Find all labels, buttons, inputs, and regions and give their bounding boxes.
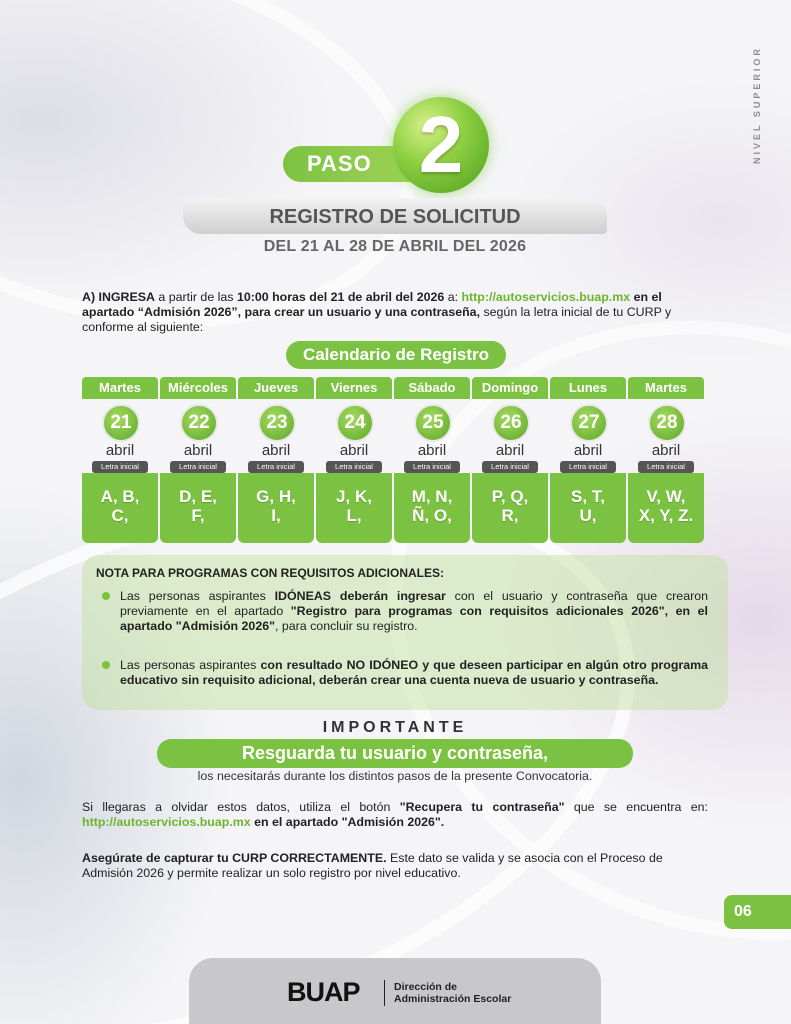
day-number: 27 (570, 404, 608, 442)
calendar-day (82, 377, 158, 543)
paso-number-badge: 2 (393, 97, 489, 193)
footer-divider (384, 980, 385, 1006)
day-number: 24 (336, 404, 374, 442)
calendar-day (550, 377, 626, 543)
day-month: abril (183, 442, 213, 459)
calendar-day (394, 377, 470, 543)
resguarda-banner: Resguarda tu usuario y contraseña, (157, 739, 633, 768)
calendar-day (238, 377, 314, 543)
day-name: Jueves (238, 377, 314, 399)
day-number: 21 (102, 404, 140, 442)
day-number: 25 (414, 404, 452, 442)
curp-letters: D, E, F, (160, 473, 236, 543)
day-name: Martes (628, 377, 704, 399)
bullet-icon (102, 592, 110, 600)
recupera-button-label: "Recupera tu contraseña" (399, 800, 565, 814)
letra-inicial-tag: Letra inicial (170, 461, 226, 473)
calendar-day (316, 377, 392, 543)
letra-inicial-tag: Letra inicial (248, 461, 304, 473)
curp-letters: P, Q, R, (472, 473, 548, 543)
page-number: 06 (724, 895, 791, 929)
letra-inicial-tag: Letra inicial (404, 461, 460, 473)
date-range-subtitle: DEL 21 AL 28 DE ABRIL DEL 2026 (263, 238, 527, 255)
buap-logo: BUAP (287, 977, 360, 1007)
calendar-day (160, 377, 236, 543)
day-month: abril (573, 442, 603, 459)
paso-label: PASO (283, 146, 443, 182)
calendar-days (82, 377, 702, 543)
letra-inicial-tag: Letra inicial (560, 461, 616, 473)
recupera-paragraph: Si llegaras a olvidar estos datos, utiliza el botón "Recupera tu contraseña" que se encuentra en: http://autoservicios.buap.mx en el apartado "Admisión 2026". (82, 800, 708, 829)
curp-paragraph: Asegúrate de capturar tu CURP CORRECTAMENTE. Este dato se valida y se asocia con el Proceso de Admisión 2026 y permite realizar un solo registro por nivel educativo. (82, 851, 663, 880)
day-month: abril (651, 442, 681, 459)
curp-letters: J, K, L, (316, 473, 392, 543)
nota-bullet-2: Las personas aspirantes con resultado NO IDÓNEO y que deseen participar en algún otro programa educativo sin requisito adicional, deberán crear una cuenta nueva de usuario y contraseña. (104, 658, 708, 688)
day-name: Viernes (316, 377, 392, 399)
autoservicios-link-2[interactable]: http://autoservicios.buap.mx (82, 815, 251, 829)
letra-inicial-tag: Letra inicial (326, 461, 382, 473)
day-month: abril (105, 442, 135, 459)
letra-inicial-tag: Letra inicial (638, 461, 694, 473)
bullet-icon (102, 661, 110, 669)
day-number: 28 (648, 404, 686, 442)
day-number: 23 (258, 404, 296, 442)
footer-department: Dirección de Administración Escolar (394, 981, 512, 1005)
autoservicios-link[interactable]: http://autoservicios.buap.mx (461, 290, 631, 304)
curp-letters: M, N, Ñ, O, (394, 473, 470, 543)
curp-letters: V, W, X, Y, Z. (628, 473, 704, 543)
section-title: REGISTRO DE SOLICITUD (183, 198, 607, 234)
day-month: abril (261, 442, 291, 459)
day-name: Lunes (550, 377, 626, 399)
intro-prefix: A) INGRESA (82, 290, 155, 304)
nota-bullet-1: Las personas aspirantes IDÓNEAS deberán ingresar con el usuario y contraseña que crearon previamente en el apartado "Registro para programas con requisitos adicionales 2026", en el apartado "Admisión 2026", para concluir su registro. (104, 589, 708, 634)
day-number: 26 (492, 404, 530, 442)
nota-title: NOTA PARA PROGRAMAS CON REQUISITOS ADICIONALES: (96, 566, 445, 580)
curp-letters: A, B, C, (82, 473, 158, 543)
letra-inicial-tag: Letra inicial (482, 461, 538, 473)
calendar-day (628, 377, 704, 543)
day-name: Domingo (472, 377, 548, 399)
day-month: abril (495, 442, 525, 459)
curp-letters: S, T, U, (550, 473, 626, 543)
day-name: Sábado (394, 377, 470, 399)
intro-time: 10:00 horas del 21 de abril del 2026 (236, 290, 445, 304)
side-label: NIVEL SUPERIOR (752, 46, 762, 164)
day-month: abril (417, 442, 447, 459)
letra-inicial-tag: Letra inicial (92, 461, 148, 473)
curp-letters: G, H, I, (238, 473, 314, 543)
importante-heading: IMPORTANTE (322, 719, 468, 736)
day-month: abril (339, 442, 369, 459)
day-name: Martes (82, 377, 158, 399)
day-number: 22 (180, 404, 218, 442)
intro-paragraph: A) INGRESA a partir de las 10:00 horas del 21 de abril del 2026 a: http://autoservicios.buap.mx en el apartado “Admisión 2026”, para crear un usuario y una contraseña, según la letra inicial de tu CURP y conforme al siguiente: (82, 290, 672, 334)
resguarda-subtext: los necesitarás durante los distintos pasos de la presente Convocatoria. (197, 769, 593, 783)
day-name: Miércoles (160, 377, 236, 399)
calendar-title: Calendario de Registro (286, 341, 506, 369)
calendar-day (472, 377, 548, 543)
